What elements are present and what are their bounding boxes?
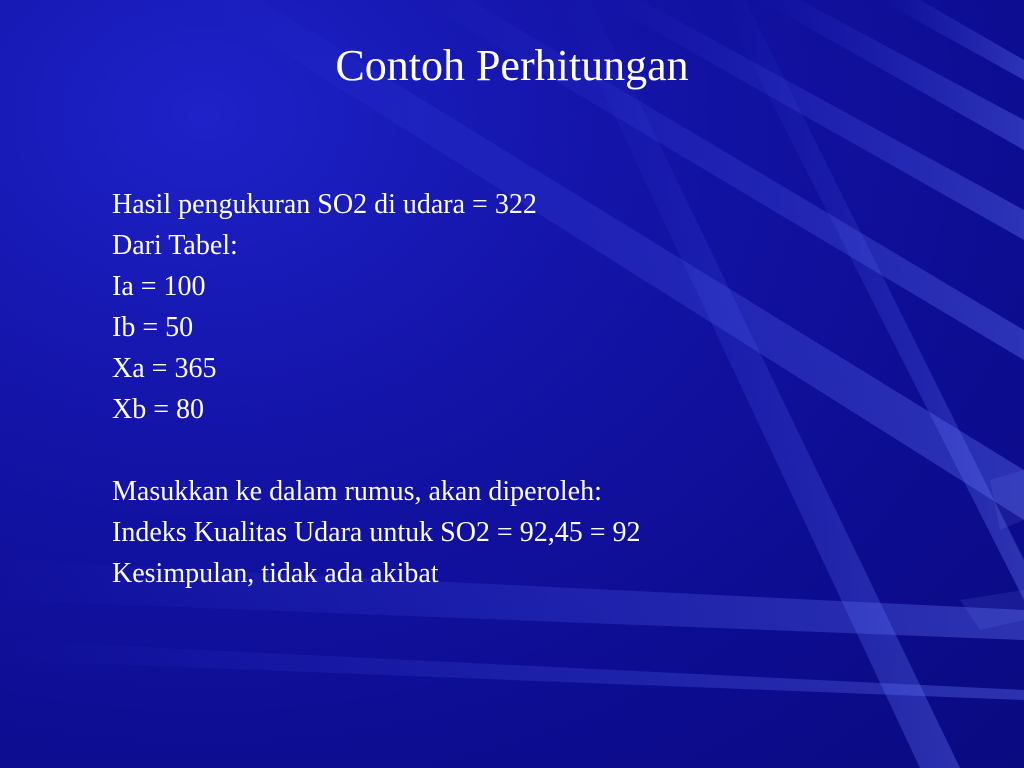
text-line: Dari Tabel: bbox=[112, 230, 238, 261]
text-line: Ib = 50 bbox=[112, 312, 194, 343]
text-line: Xa = 365 bbox=[112, 353, 217, 384]
page-title: Contoh Perhitungan bbox=[335, 41, 689, 90]
text-line: Kesimpulan, tidak ada akibat bbox=[112, 558, 439, 589]
text-line: Xb = 80 bbox=[112, 394, 205, 425]
slide-body bbox=[112, 184, 972, 594]
text-line: Hasil pengukuran SO2 di udara = 322 bbox=[112, 189, 537, 220]
paragraph-gap bbox=[112, 430, 972, 471]
text-line: Masukkan ke dalam rumus, akan diperoleh: bbox=[112, 476, 602, 507]
text-line: Indeks Kualitas Udara untuk SO2 = 92,45 = 92 bbox=[112, 517, 641, 548]
text-line: Ia = 100 bbox=[112, 271, 206, 302]
